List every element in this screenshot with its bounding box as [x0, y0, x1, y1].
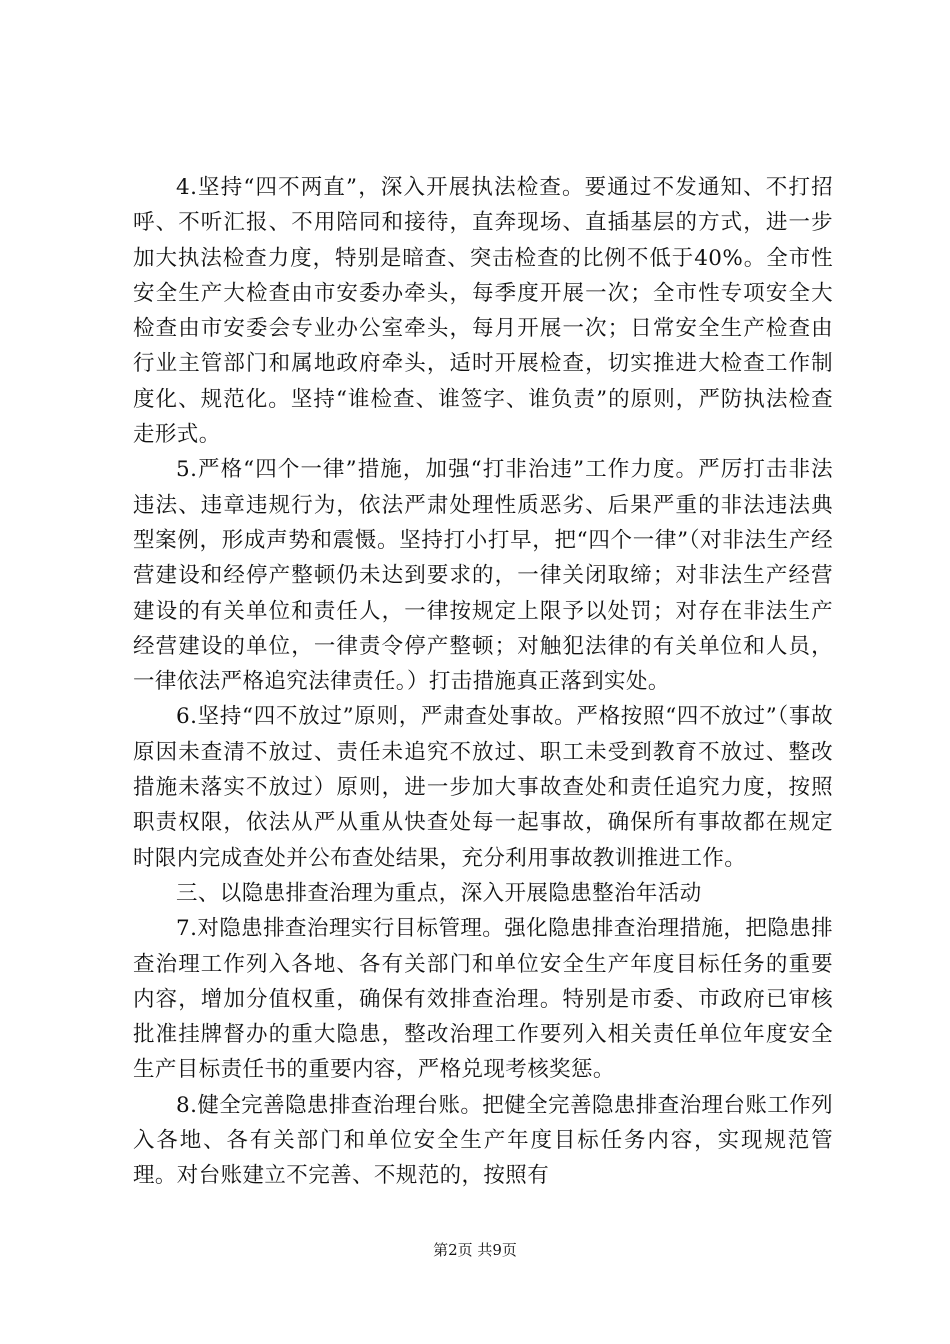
paragraph-item-8: 8.健全完善隐患排查治理台账。把健全完善隐患排查治理台账工作列入各地、各有关部门和单位安全生产年度目标任务内容，实现规范管理。对台账建立不完善、不规范的，按照有 [133, 1092, 833, 1189]
document-body [133, 170, 833, 1194]
paragraph-item-6: 6.坚持“四不放过”原则，严肃查处事故。严格按照“四不放过”（事故原因未查清不放过、责任未追究不放过、职工未受到教育不放过、整改措施未落实不放过）原则，进一步加大事故查处和责任追究力度，按照职责权限，依法从严从重从快查处每一起事故，确保所有事故都在规定时限内完成查处并公布查处结果，充分利用事故教训推进工作。 [133, 704, 833, 871]
section-heading: 三、以隐患排查治理为重点，深入开展隐患整治年活动 [176, 880, 702, 906]
paragraph-item-5: 5.严格“四个一律”措施，加强“打非治违”工作力度。严厉打击非法违法、违章违规行为，依法严肃处理性质恶劣、后果严重的非法违法典型案例，形成声势和震慑。坚持打小打早，把“四个一律”（对非法生产经营建设和经停产整顿仍未达到要求的，一律关闭取缔；对非法生产经营建设的有关单位和责任人，一律按规定上限予以处罚；对存在非法生产经营建设的单位，一律责令停产整顿；对触犯法律的有关单位和人员，一律依法严格追究法律责任。）打击措施真正落到实处。 [133, 457, 833, 695]
paragraph-item-7: 7.对隐患排查治理实行目标管理。强化隐患排查治理措施，把隐患排查治理工作列入各地、各有关部门和单位安全生产年度目标任务的重要内容，增加分值权重，确保有效排查治理。特别是市委、市政府已审核批准挂牌督办的重大隐患，整改治理工作要列入相关责任单位年度安全生产目标责任书的重要内容，严格兑现考核奖惩。 [133, 916, 833, 1083]
paragraph-item-4: 4.坚持“四不两直”，深入开展执法检查。要通过不发通知、不打招呼、不听汇报、不用陪同和接待，直奔现场、直插基层的方式，进一步加大执法检查力度，特别是暗查、突击检查的比例不低于40%。全市性安全生产大检查由市安委办牵头，每季度开展一次；全市性专项安全大检查由市安委会专业办公室牵头，每月开展一次；日常安全生产检查由行业主管部门和属地政府牵头，适时开展检查，切实推进大检查工作制度化、规范化。坚持“谁检查、谁签字、谁负责”的原则，严防执法检查走形式。 [133, 175, 833, 448]
page-number-footer: 第2页 共9页 [433, 1241, 517, 1259]
